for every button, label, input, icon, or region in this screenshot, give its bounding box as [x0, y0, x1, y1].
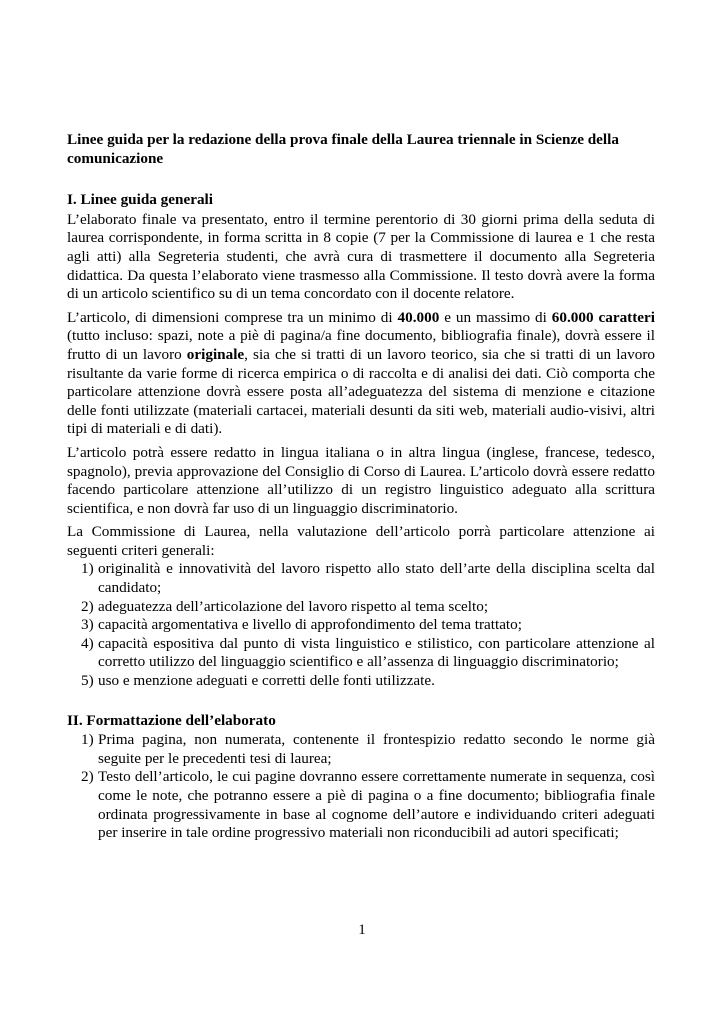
paragraph-text: , sia che si tratti di un lavoro teorico, sia che si tratti di un lavoro risultante da varie forme di ricerca empirica o di raccolta e di analisi dei dati. Ciò comporta che particolare attenzione dovrà essere posta all’adeguatezza del sistema di menzione e citazione delle fonti utilizzate (materiali cartacei, materiali desunti da siti web, materiali audio-visivi, altri tipi di materiali e di dati).: [67, 345, 655, 438]
list-item: [67, 598, 655, 617]
list-text: uso e menzione adeguati e corretti delle fonti utilizzate.: [98, 672, 435, 690]
list-item: [67, 731, 655, 768]
list-item: [67, 560, 655, 597]
section-formatting: [67, 712, 655, 843]
paragraph-text: e un massimo di: [439, 308, 552, 326]
formatting-list: [67, 731, 655, 843]
list-number: 3): [81, 616, 94, 634]
paragraph-text: L’articolo, di dimensioni comprese tra un minimo di: [67, 308, 398, 326]
list-text: adeguatezza dell’articolazione del lavoro rispetto al tema scelto;: [98, 597, 489, 615]
list-text: Prima pagina, non numerata, contenente il frontespizio redatto secondo le norme già seguite per le precedenti tesi di laurea;: [98, 731, 655, 767]
paragraph-criteria-intro: La Commissione di Laurea, nella valutazione dell’articolo porrà particolare attenzione ai seguenti criteri generali:: [67, 523, 655, 559]
section-heading: II. Formattazione dell’elaborato: [67, 711, 276, 729]
list-text: capacità argomentativa e livello di approfondimento del tema trattato;: [98, 616, 522, 634]
document-title: Linee guida per la redazione della prova finale della Laurea triennale in Scienze della comunicazione: [67, 131, 619, 167]
list-item: [67, 616, 655, 635]
list-number: 5): [81, 672, 94, 690]
paragraph-submission: L’elaborato finale va presentato, entro il termine perentorio di 30 giorni prima della seduta di laurea corrispondente, in forma scritta in 8 copie (7 per la Commissione di laurea e 1 che resta agli atti) alla Segreteria studenti, che avrà cura di trasmettere il documento alla Segreteria didattica. Da questa l’elaborato viene trasmesso alla Commissione. Il testo dovrà avere la forma di un articolo scientifico su di un tema concordato con il docente relatore.: [67, 210, 655, 303]
list-number: 4): [81, 634, 94, 652]
min-characters: 40.000: [397, 308, 440, 326]
list-text: Testo dell’articolo, le cui pagine dovranno essere correttamente numerate in sequenza, così come le note, che potranno essere a piè di pagina o a fine documento; bibliografia finale ordinata progressivamente in base al cognome dell’autore e individuando criteri adeguati per inserire in tale ordine progressivo materiali non riconducibili ad autori specificati;: [98, 768, 655, 842]
paragraph-language: L’articolo potrà essere redatto in lingua italiana o in altra lingua (inglese, francese, tedesco, spagnolo), previa approvazione del Consiglio di Corso di Laurea. L’articolo dovrà essere redatto facendo particolare attenzione all’utilizzo di un registro linguistico adeguato alla scrittura scientifica, e non dovrà far uso di un linguaggio discriminatorio.: [67, 443, 655, 517]
list-number: 1): [81, 731, 94, 749]
list-number: 2): [81, 597, 94, 615]
paragraph-text: (tutto incluso: spazi, note a piè di pagina/a fine documento, bibliografia finale), dovrà essere il frutto di un lavoro: [67, 327, 655, 363]
list-item: [67, 672, 655, 691]
list-item: [67, 635, 655, 672]
list-text: originalità e innovatività del lavoro rispetto allo stato dell’arte della disciplina scelta dal candidato;: [98, 560, 655, 597]
section-heading: I. Linee guida generali: [67, 191, 213, 209]
page-content: [67, 131, 655, 843]
max-characters: 60.000 caratteri: [551, 308, 655, 326]
original-emphasis: originale: [186, 345, 245, 363]
criteria-list: [67, 560, 655, 690]
paragraph-length: [67, 309, 655, 439]
list-item: [67, 768, 655, 842]
list-text: capacità espositiva dal punto di vista linguistico e stilistico, con particolare attenzione al corretto utilizzo del linguaggio scientifico e all’assenza di linguaggio discriminatorio;: [98, 634, 655, 671]
section-general-guidelines: [67, 191, 655, 690]
list-number: 2): [81, 768, 94, 786]
page-number: 1: [358, 922, 366, 938]
list-number: 1): [81, 560, 94, 578]
